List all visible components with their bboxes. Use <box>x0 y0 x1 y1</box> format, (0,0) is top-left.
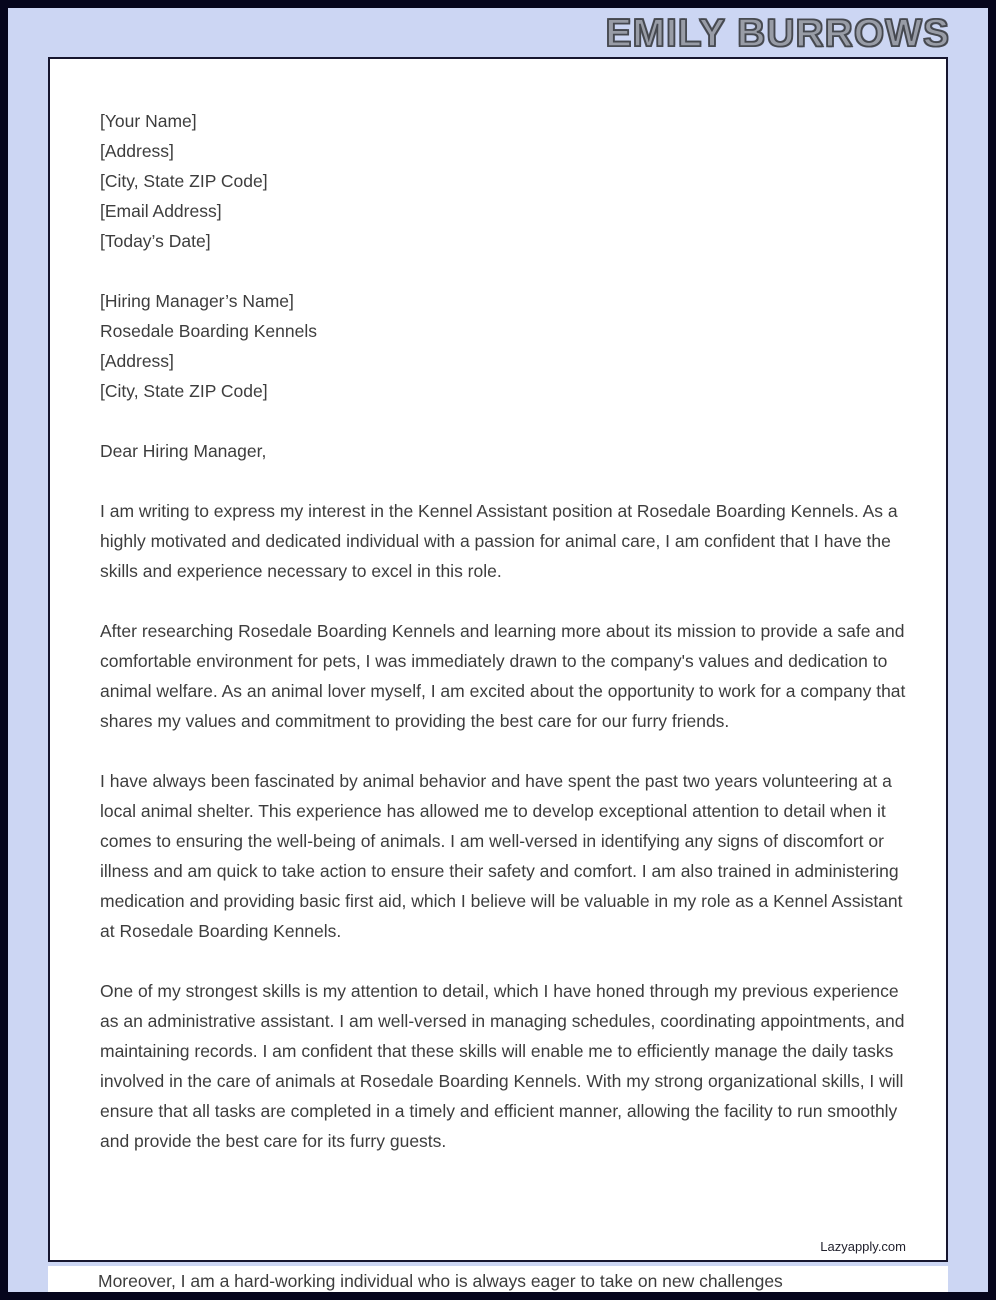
document-background <box>8 8 988 1292</box>
letter-body <box>100 106 906 1156</box>
salutation: Dear Hiring Manager, <box>100 441 267 461</box>
recipient-address-line: [Address] <box>100 351 174 371</box>
author-name-header: EMILY BURROWS <box>605 12 950 55</box>
recipient-address-block <box>100 286 906 406</box>
recipient-company-line: Rosedale Boarding Kennels <box>100 321 317 341</box>
sender-city-line: [City, State ZIP Code] <box>100 171 268 191</box>
sender-name-line: [Your Name] <box>100 111 197 131</box>
sender-date-line: [Today’s Date] <box>100 231 211 251</box>
recipient-name-line: [Hiring Manager’s Name] <box>100 291 294 311</box>
letter-page <box>48 57 948 1262</box>
paragraph-company-research: After researching Rosedale Boarding Kennels and learning more about its mission to provide a safe and comfortable environment for pets, I was immediately drawn to the company's values and dedication to animal welfare. As an animal lover myself, I am excited about the opportunity to work for a company that shares my values and commitment to providing the best care for our furry friends. <box>100 621 906 731</box>
recipient-city-line: [City, State ZIP Code] <box>100 381 268 401</box>
paragraph-experience: I have always been fascinated by animal behavior and have spent the past two years volunteering at a local animal shelter. This experience has allowed me to develop exceptional attention to detail when it comes to ensuring the well-being of animals. I am well-versed in identifying any signs of discomfort or illness and am quick to take action to ensure their safety and comfort. I am also trained in administering medication and providing basic first aid, which I believe will be valuable in my role as a Kennel Assistant at Rosedale Boarding Kennels. <box>100 771 903 941</box>
paragraph-skills: One of my strongest skills is my attention to detail, which I have honed through my previous experience as an administrative assistant. I am well-versed in managing schedules, coordinating appointments, and maintaining records. I am confident that these skills will enable me to efficiently manage the daily tasks involved in the care of animals at Rosedale Boarding Kennels. With my strong organizational skills, I will ensure that all tasks are completed in a timely and efficient manner, allowing the facility to run smoothly and provide the best care for its furry guests. <box>100 981 905 1151</box>
next-page-preview <box>48 1266 948 1292</box>
lazyapply-watermark: Lazyapply.com <box>820 1239 906 1254</box>
paragraph-intro: I am writing to express my interest in the Kennel Assistant position at Rosedale Boarding Kennels. As a highly motivated and dedicated individual with a passion for animal care, I am confident that I have the skills and experience necessary to excel in this role. <box>100 501 898 581</box>
paragraph-overflow: Moreover, I am a hard-working individual who is always eager to take on new challenges <box>98 1271 783 1291</box>
sender-address-block <box>100 106 906 256</box>
sender-email-line: [Email Address] <box>100 201 222 221</box>
sender-address-line: [Address] <box>100 141 174 161</box>
